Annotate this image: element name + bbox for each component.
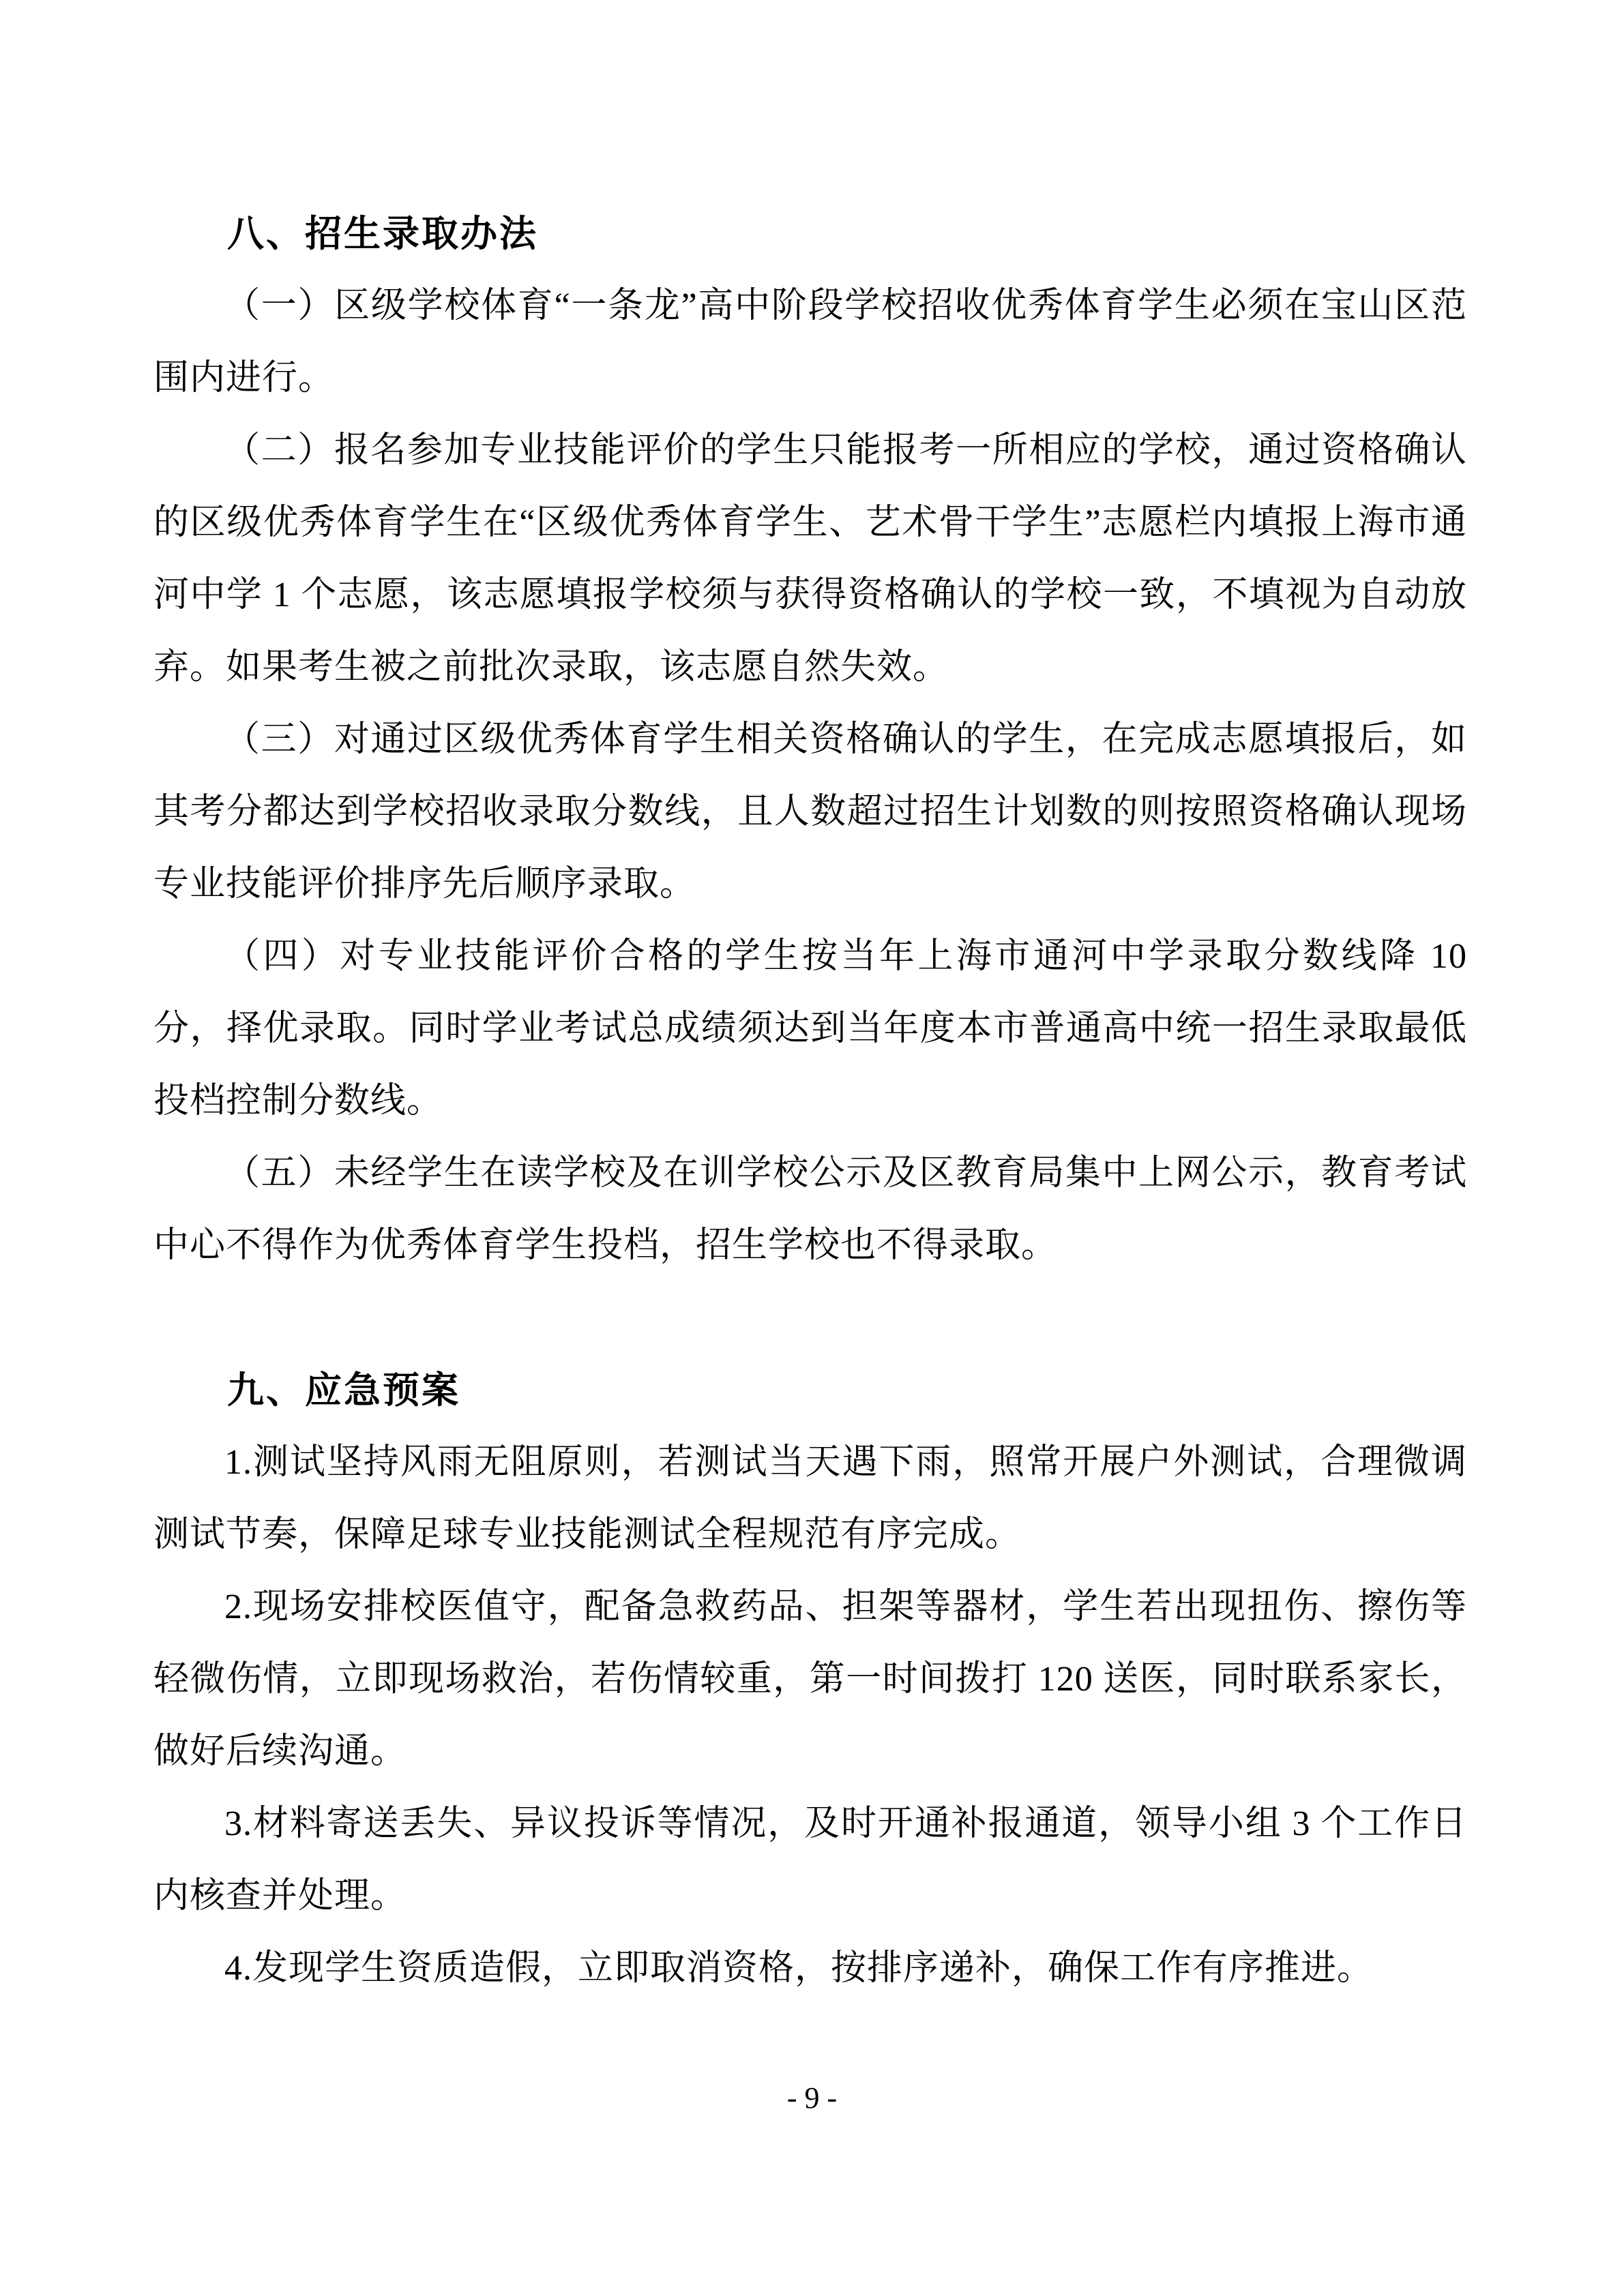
section-spacer [153,1282,1467,1354]
page-number: - 9 - [786,2081,838,2115]
section-heading-emergency-plan: 九、应急预案 [227,1370,460,1411]
paragraph-admission-2: （二）报名参加专业技能评价的学生只能报考一所相应的学校，通过资格确认的区级优秀体育学生在“区级优秀体育学生、艺术骨干学生”志愿栏内填报上海市通河中学 1 个志愿，该志愿填报学校须与获得资格确认的学校一致，不填视为自动放弃。如果考生被之前批次录取，该志愿自然失效。 [153,431,1467,687]
paragraph-admission-4: （四）对专业技能评价合格的学生按当年上海市通河中学录取分数线降 10 分，择优录取。同时学业考试总成绩须达到当年度本市普通高中统一招生录取最低投档控制分数线。 [153,937,1467,1120]
paragraph-admission-5: （五）未经学生在读学校及在训学校公示及区教育局集中上网公示，教育考试中心不得作为优秀体育学生投档，招生学校也不得录取。 [153,1154,1467,1265]
paragraph-admission-1: （一）区级学校体育“一条龙”高中阶段学校招收优秀体育学生必须在宝山区范围内进行。 [153,286,1467,398]
paragraph-emergency-3: 3.材料寄送丢失、异议投诉等情况，及时开通补报通道，领导小组 3 个工作日内核查并处理。 [153,1804,1467,1915]
paragraph-emergency-1: 1.测试坚持风雨无阻原则，若测试当天遇下雨，照常开展户外测试，合理微调测试节奏，保障足球专业技能测试全程规范有序完成。 [153,1443,1467,1554]
paragraph-admission-3: （三）对通过区级优秀体育学生相关资格确认的学生，在完成志愿填报后，如其考分都达到学校招收录取分数线，且人数超过招生计划数的则按照资格确认现场专业技能评价排序先后顺序录取。 [153,720,1467,904]
paragraph-emergency-2: 2.现场安排校医值守，配备急救药品、担架等器材，学生若出现扭伤、擦伤等轻微伤情，立即现场救治，若伤情较重，第一时间拨打 120 送医，同时联系家长，做好后续沟通。 [153,1587,1467,1771]
section-heading-admission-methods: 八、招生录取办法 [227,213,538,254]
document-content [153,198,1467,2005]
paragraph-emergency-4: 4.发现学生资质造假，立即取消资格，按排序递补，确保工作有序推进。 [224,1949,1374,1988]
